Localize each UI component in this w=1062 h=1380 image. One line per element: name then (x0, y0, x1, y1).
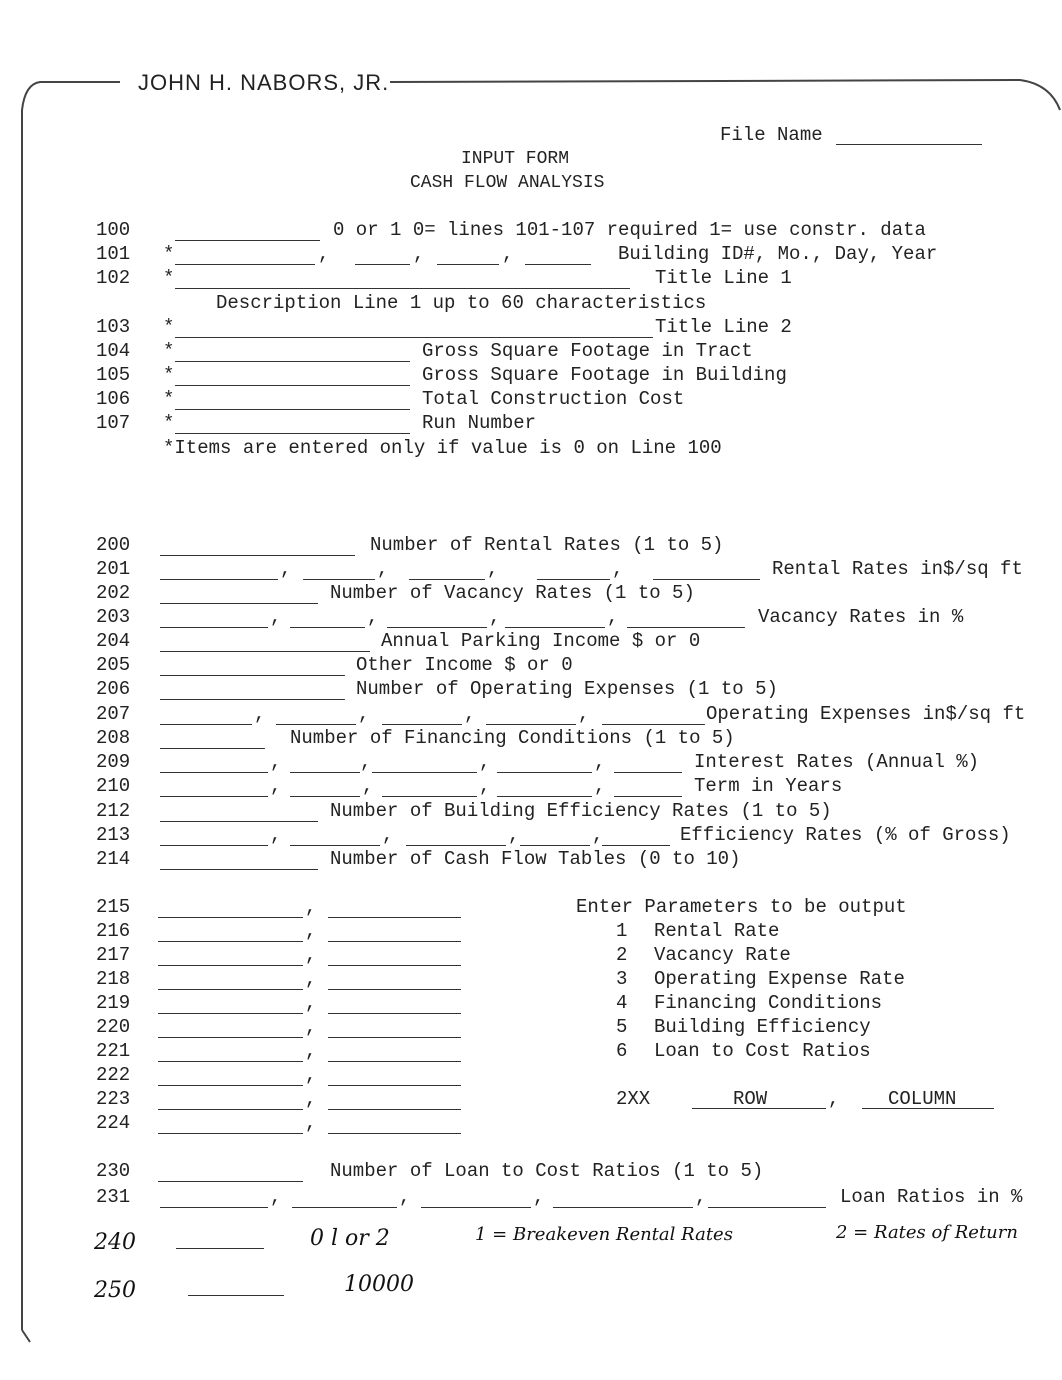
line-label: Efficiency Rates (% of Gross) (680, 824, 1011, 846)
line-label: Gross Square Footage in Tract (422, 340, 753, 362)
asterisk: * (163, 340, 175, 362)
line-label: Gross Square Footage in Building (422, 364, 787, 386)
line-number: 224 (96, 1112, 131, 1134)
input-field[interactable] (175, 337, 653, 338)
input-field[interactable] (175, 361, 410, 362)
input-field[interactable] (158, 1133, 303, 1134)
comma: , (305, 920, 317, 942)
input-field[interactable] (175, 240, 320, 241)
line-number: 102 (96, 267, 131, 289)
comma: , (270, 775, 282, 797)
handwritten-250-value: 10000 (344, 1272, 414, 1297)
input-field[interactable] (292, 1207, 397, 1208)
comma: , (305, 896, 317, 918)
line-label: Building ID#, Mo., Day, Year (618, 243, 938, 265)
input-field[interactable] (328, 989, 461, 990)
input-field[interactable] (160, 869, 318, 870)
comma: , (270, 606, 282, 628)
line-label: Loan Ratios in % (840, 1186, 1023, 1208)
param-label: Vacancy Rate (654, 944, 791, 966)
handwritten-240-value: 0 l or 2 (310, 1226, 390, 1251)
form-title: INPUT FORM (461, 149, 570, 169)
param-label: Rental Rate (654, 920, 780, 942)
input-field[interactable] (387, 627, 487, 628)
input-field[interactable] (355, 264, 410, 265)
line-number: 213 (96, 824, 131, 846)
line-number: 107 (96, 412, 131, 434)
comma: , (270, 751, 282, 773)
line-label: Annual Parking Income $ or 0 (381, 630, 701, 652)
line-label: Number of Financing Conditions (1 to 5) (290, 727, 735, 749)
input-field[interactable] (158, 941, 303, 942)
comma: , (594, 775, 606, 797)
input-field[interactable] (328, 1085, 461, 1086)
input-field[interactable] (175, 433, 410, 434)
input-field[interactable] (708, 1207, 826, 1208)
comma: , (377, 558, 389, 580)
line-number: 105 (96, 364, 131, 386)
line-label: Number of Vacancy Rates (1 to 5) (330, 582, 695, 604)
line-number: 222 (96, 1064, 131, 1086)
param-number: 4 (616, 992, 628, 1014)
param-label: Building Efficiency (654, 1016, 871, 1038)
comma: , (695, 1186, 707, 1208)
asterisk: * (163, 316, 175, 338)
file-name-label: File Name (720, 124, 823, 146)
input-field[interactable] (290, 796, 360, 797)
comma: , (360, 751, 372, 773)
input-field[interactable] (160, 555, 355, 556)
asterisk: * (163, 412, 175, 434)
comma: , (305, 944, 317, 966)
param-label: Operating Expense Rate (654, 968, 905, 990)
line-label: Number of Cash Flow Tables (0 to 10) (330, 848, 741, 870)
input-field[interactable] (160, 772, 268, 773)
input-field[interactable] (158, 965, 303, 966)
comma: , (464, 703, 476, 725)
input-field[interactable] (276, 724, 356, 725)
comma: , (362, 775, 374, 797)
line-number: 214 (96, 848, 131, 870)
input-field[interactable] (160, 627, 268, 628)
input-field[interactable] (328, 1061, 461, 1062)
line-label: Operating Expenses in$/sq ft (706, 703, 1026, 725)
handwritten-240-option-1: 1 = Breakeven Rental Rates (475, 1224, 733, 1245)
line-number: 212 (96, 800, 131, 822)
asterisk: * (163, 364, 175, 386)
line-number: 210 (96, 775, 131, 797)
input-field[interactable] (290, 772, 360, 773)
input-field[interactable] (653, 579, 760, 580)
comma: , (305, 1040, 317, 1062)
row-label: ROW (733, 1088, 768, 1110)
line-label: Term in Years (694, 775, 843, 797)
input-field[interactable] (328, 1133, 461, 1134)
input-field[interactable] (158, 989, 303, 990)
line-number: 209 (96, 751, 131, 773)
comma: , (489, 606, 501, 628)
line-number: 219 (96, 992, 131, 1014)
line-number: 103 (96, 316, 131, 338)
line-number: 223 (96, 1088, 131, 1110)
line-number: 204 (96, 630, 131, 652)
input-field[interactable] (406, 845, 506, 846)
line-number: 206 (96, 678, 131, 700)
file-name-field[interactable] (836, 144, 982, 145)
line-label: Rental Rates in$/sq ft (772, 558, 1023, 580)
comma: , (270, 1186, 282, 1208)
input-field[interactable] (505, 627, 605, 628)
input-field[interactable] (303, 579, 375, 580)
input-field[interactable] (497, 796, 592, 797)
input-field[interactable] (372, 772, 477, 773)
items-note: *Items are entered only if value is 0 on Line 100 (163, 437, 722, 459)
input-field[interactable] (158, 1181, 303, 1182)
line-number: 220 (96, 1016, 131, 1038)
comma: , (413, 243, 425, 265)
param-label: Loan to Cost Ratios (654, 1040, 871, 1062)
column-label: COLUMN (888, 1088, 957, 1110)
handwritten-240-number: 240 (94, 1230, 136, 1255)
comma: , (594, 751, 606, 773)
param-number: 1 (616, 920, 628, 942)
input-field[interactable] (497, 772, 592, 773)
input-field[interactable] (160, 603, 318, 604)
line-number: 202 (96, 582, 131, 604)
input-field[interactable] (614, 772, 682, 773)
param-number: 5 (616, 1016, 628, 1038)
comma: , (479, 751, 491, 773)
line-number: 231 (96, 1186, 131, 1208)
comma: , (305, 968, 317, 990)
line-number: 208 (96, 727, 131, 749)
line-number: 216 (96, 920, 131, 942)
comma: , (487, 558, 499, 580)
input-field[interactable] (553, 1207, 693, 1208)
asterisk: * (163, 243, 175, 265)
input-field[interactable] (382, 724, 462, 725)
line-number: 106 (96, 388, 131, 410)
asterisk: * (163, 267, 175, 289)
input-field[interactable] (328, 941, 461, 942)
param-number: 6 (616, 1040, 628, 1062)
params-title: Enter Parameters to be output (576, 896, 907, 918)
comma: , (270, 824, 282, 846)
line-number: 207 (96, 703, 131, 725)
comma: , (399, 1186, 411, 1208)
input-field[interactable] (525, 264, 591, 265)
param-number: 2 (616, 944, 628, 966)
input-field[interactable] (328, 1037, 461, 1038)
input-field[interactable] (160, 724, 252, 725)
line-number: 101 (96, 243, 131, 265)
input-field[interactable] (486, 724, 576, 725)
input-field[interactable] (409, 579, 485, 580)
comma: , (479, 775, 491, 797)
input-field[interactable] (328, 965, 461, 966)
input-field[interactable] (437, 264, 499, 265)
param-number: 3 (616, 968, 628, 990)
input-field[interactable] (160, 748, 265, 749)
input-field[interactable] (158, 1037, 303, 1038)
line-label: Other Income $ or 0 (356, 654, 573, 676)
input-field[interactable] (160, 579, 278, 580)
input-field[interactable] (160, 699, 345, 700)
input-field[interactable] (520, 845, 590, 846)
line-number: 203 (96, 606, 131, 628)
comma: , (533, 1186, 545, 1208)
comma: , (592, 824, 604, 846)
input-field[interactable] (290, 845, 380, 846)
comma: , (502, 243, 514, 265)
comma: , (305, 1112, 317, 1134)
line-label: Title Line 2 (655, 316, 792, 338)
input-field[interactable] (158, 1109, 303, 1110)
comma: , (318, 243, 330, 265)
line-label: Total Construction Cost (422, 388, 685, 410)
input-field[interactable] (158, 1013, 303, 1014)
comma: , (828, 1088, 840, 1110)
input-field[interactable] (421, 1207, 531, 1208)
handwritten-240-option-2: 2 = Rates of Return (836, 1222, 1018, 1243)
input-field[interactable] (537, 579, 610, 580)
line-label: Number of Operating Expenses (1 to 5) (356, 678, 778, 700)
input-field[interactable] (328, 917, 461, 918)
line-label: Title Line 1 (655, 267, 792, 289)
input-field[interactable] (614, 796, 682, 797)
comma: , (305, 1016, 317, 1038)
line-label: 0 or 1 0= lines 101-107 required 1= use constr. data (333, 219, 926, 241)
input-field[interactable] (160, 1207, 268, 1208)
input-field[interactable] (158, 1061, 303, 1062)
line-number: 205 (96, 654, 131, 676)
comma: , (358, 703, 370, 725)
line-number: 104 (96, 340, 131, 362)
input-field[interactable] (188, 1295, 284, 1296)
line-number: 218 (96, 968, 131, 990)
line-number: 230 (96, 1160, 131, 1182)
input-field[interactable] (160, 651, 370, 652)
input-field[interactable] (602, 724, 705, 725)
input-field[interactable] (175, 264, 315, 265)
input-field[interactable] (176, 1248, 264, 1249)
line-label: Vacancy Rates in % (758, 606, 964, 628)
input-field[interactable] (602, 845, 670, 846)
input-field[interactable] (160, 821, 318, 822)
input-field[interactable] (175, 288, 630, 289)
author-name: JOHN H. NABORS, JR. (138, 70, 390, 95)
asterisk: * (163, 388, 175, 410)
handwritten-250-number: 250 (94, 1278, 136, 1303)
input-field[interactable] (160, 675, 345, 676)
comma: , (382, 824, 394, 846)
input-field[interactable] (160, 796, 268, 797)
comma: , (508, 824, 520, 846)
form-subtitle: CASH FLOW ANALYSIS (410, 173, 605, 193)
line-number: 200 (96, 534, 131, 556)
line-label: Number of Loan to Cost Ratios (1 to 5) (330, 1160, 764, 1182)
comma: , (305, 1088, 317, 1110)
line-number: 100 (96, 219, 131, 241)
input-field[interactable] (160, 845, 268, 846)
input-field[interactable] (328, 1013, 461, 1014)
comma: , (254, 703, 266, 725)
input-field[interactable] (328, 1109, 461, 1110)
comma: , (305, 992, 317, 1014)
comma: , (578, 703, 590, 725)
input-field[interactable] (175, 409, 410, 410)
comma: , (367, 606, 379, 628)
input-field[interactable] (158, 1085, 303, 1086)
input-field[interactable] (158, 917, 303, 918)
input-field[interactable] (290, 627, 365, 628)
input-field[interactable] (627, 627, 745, 628)
line-number: 215 (96, 896, 131, 918)
line-number: 201 (96, 558, 131, 580)
line-label: Number of Rental Rates (1 to 5) (370, 534, 724, 556)
param-label: Financing Conditions (654, 992, 883, 1014)
line-number: 221 (96, 1040, 131, 1062)
input-field[interactable] (382, 796, 477, 797)
line-label: Interest Rates (Annual %) (694, 751, 980, 773)
line-number: 217 (96, 944, 131, 966)
line-label: Run Number (422, 412, 537, 434)
code-label: 2XX (616, 1088, 651, 1110)
comma: , (612, 558, 624, 580)
comma: , (280, 558, 292, 580)
input-field[interactable] (175, 385, 410, 386)
description-note: Description Line 1 up to 60 characteristics (216, 292, 707, 314)
comma: , (607, 606, 619, 628)
line-label: Number of Building Efficiency Rates (1 to 5) (330, 800, 832, 822)
comma: , (305, 1064, 317, 1086)
